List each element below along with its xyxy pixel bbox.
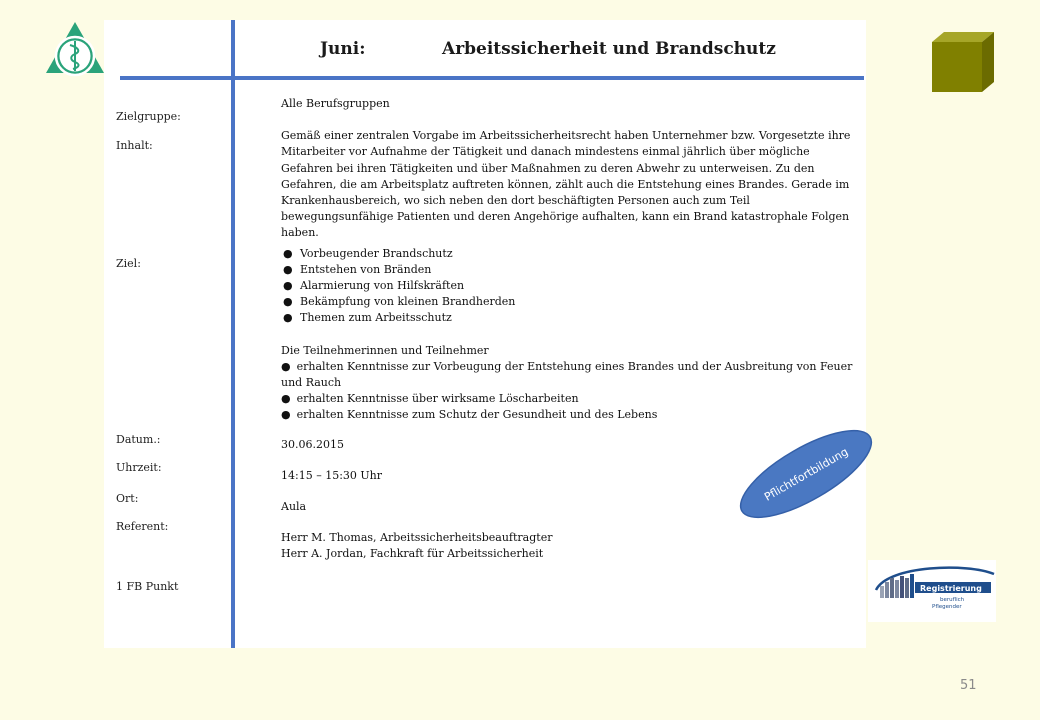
list-item: ● Themen zum Arbeitsschutz xyxy=(283,311,452,325)
list-item: ● Entstehen von Bränden xyxy=(283,262,432,276)
cube-icon xyxy=(930,30,996,94)
list-item: ● Alarmierung von Hilfskräften xyxy=(283,279,465,293)
page-title xyxy=(308,31,862,67)
label-ziel: Ziel: xyxy=(116,257,141,270)
referent-1: Herr M. Thomas, Arbeitssicherheitsbeauftragter xyxy=(281,531,553,545)
label-referent: Referent: xyxy=(116,520,169,533)
pflichtfortbildung-badge xyxy=(734,426,878,522)
badge-text: Pflichtfortbildung xyxy=(762,445,851,504)
list-item: ● Vorbeugender Brandschutz xyxy=(283,246,453,260)
ziel-list xyxy=(281,359,856,424)
ziel-intro: Die Teilnehmerinnen und Teilnehmer xyxy=(281,343,489,357)
uhrzeit-value: 14:15 – 15:30 Uhr xyxy=(281,468,383,482)
label-zielgruppe: Zielgruppe: xyxy=(116,110,181,123)
inhalt-text: Gemäß einer zentralen Vorgabe im Arbeitssicherheitsrecht haben Unternehmer bzw. Vorgesetzte ihre Mitarbeiter vor Aufnahme der Tätigkeit und danach mindestens einmal jährlich über mögliche Gefahren bei ihren Tätigkeiten und über Maßnahmen zu deren Abwehr zu unterweisen. Zu den Gefahren, die am Arbeitsplatz auftreten können, zählt auch die Entstehung eines Brandes. Gerade im Krankenhausbereich, wo sich neben den dort beschäftigten Personen auch zum Teil bewegungsunfähige Patienten und deren Angehörige aufhalten, kann ein Brand katastrophale Folgen haben. xyxy=(281,129,851,240)
label-uhrzeit: Uhrzeit: xyxy=(116,461,162,474)
horizontal-divider xyxy=(120,76,864,80)
label-ort: Ort: xyxy=(116,492,139,505)
list-item: ● erhalten Kenntnisse zum Schutz der Gesundheit und des Lebens xyxy=(281,408,658,422)
page-number: 51 xyxy=(960,678,977,693)
hospital-logo-icon xyxy=(43,19,107,77)
vertical-divider xyxy=(231,20,235,648)
svg-text:beruflich: beruflich xyxy=(940,597,965,603)
referent-2: Herr A. Jordan, Fachkraft für Arbeitssicherheit xyxy=(281,547,544,561)
svg-text:Registrierung: Registrierung xyxy=(920,584,982,593)
label-inhalt: Inhalt: xyxy=(116,139,153,152)
themen-list xyxy=(281,246,856,327)
datum-value: 30.06.2015 xyxy=(281,437,344,451)
ort-value: Aula xyxy=(281,500,307,514)
label-fb-punkt: 1 FB Punkt xyxy=(116,580,179,593)
zielgruppe-value: Alle Berufsgruppen xyxy=(281,97,390,110)
title-text: Arbeitssicherheit und Brandschutz xyxy=(442,39,776,59)
label-datum: Datum.: xyxy=(116,433,161,446)
title-month: Juni: xyxy=(320,39,366,59)
list-item: ● erhalten Kenntnisse über wirksame Löscharbeiten xyxy=(281,392,579,406)
svg-text:Pflegender: Pflegender xyxy=(932,604,962,610)
list-item: ● erhalten Kenntnisse zur Vorbeugung der Entstehung eines Brandes und der Ausbreitung von Feuer und Rauch xyxy=(281,359,853,390)
list-item: ● Bekämpfung von kleinen Brandherden xyxy=(283,295,516,309)
registrierung-logo-icon xyxy=(868,560,996,622)
